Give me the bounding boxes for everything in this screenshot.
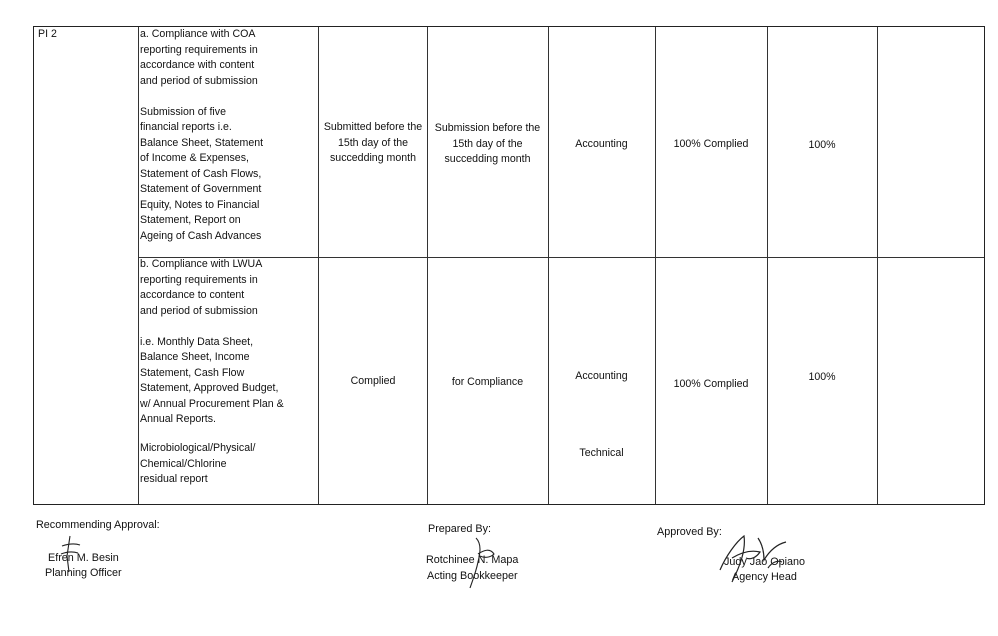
- row-a-status: 100% Complied: [673, 138, 749, 150]
- column-divider: [655, 27, 656, 504]
- row-b-office: Accounting: [575, 370, 628, 382]
- column-divider: [427, 27, 428, 504]
- column-divider: [877, 27, 878, 504]
- recommending-label: Recommending Approval:: [36, 519, 160, 531]
- row-b-target: Complied: [350, 375, 396, 387]
- column-divider: [767, 27, 768, 504]
- prepared-signature-icon: [468, 534, 502, 590]
- row-b-actual: for Compliance: [451, 376, 524, 388]
- row-a-office: Accounting: [575, 138, 628, 150]
- row-a-description: a. Compliance with COA reporting requirements in accordance with content and period of submission Submission of five financial reports i.e. Balance Sheet, Statement of Income & Expenses, Statement of Cash Flows, Statement of Government Equity, Notes to Financial Statement, Report on Ageing of Cash Advances: [140, 28, 264, 242]
- row-a-target: Submitted before the 15th day of the succedding month: [323, 121, 423, 164]
- row-a-rating: 100%: [808, 139, 836, 151]
- recommending-signature-icon: [58, 534, 84, 574]
- approved-label: Approved By:: [657, 526, 722, 538]
- prepared-title: Acting Bookkeeper: [427, 570, 518, 582]
- row-b-status: 100% Complied: [673, 378, 749, 390]
- recommending-name: Efren M. Besin: [48, 552, 119, 564]
- approved-name: Judy Jao Opiano: [724, 556, 806, 568]
- column-divider: [318, 27, 319, 504]
- recommending-title: Planning Officer: [45, 567, 122, 579]
- column-divider: [548, 27, 549, 504]
- row-b-description: b. Compliance with LWUA reporting requirements in accordance to content and period of submission i.e. Monthly Data Sheet, Balance Sheet, Income Statement, Cash Flow Statement, Approved Budget, w/ Annual Procurement Plan & Annual Reports.: [140, 258, 284, 425]
- row-b-rating: 100%: [808, 371, 836, 383]
- row-a-actual: Submission before the 15th day of the succedding month: [434, 122, 541, 165]
- performance-table: [33, 26, 985, 505]
- approved-signature-icon: [712, 528, 792, 590]
- approved-title: Agency Head: [732, 571, 797, 583]
- row-b-office-extra: Technical: [579, 447, 624, 459]
- prepared-name: Rotchinee N. Mapa: [426, 554, 519, 566]
- column-divider: [138, 27, 139, 504]
- row-b-description-extra: Microbiological/Physical/ Chemical/Chlorine residual report: [140, 442, 256, 485]
- pi-label: PI 2: [38, 28, 57, 40]
- prepared-label: Prepared By:: [428, 523, 492, 535]
